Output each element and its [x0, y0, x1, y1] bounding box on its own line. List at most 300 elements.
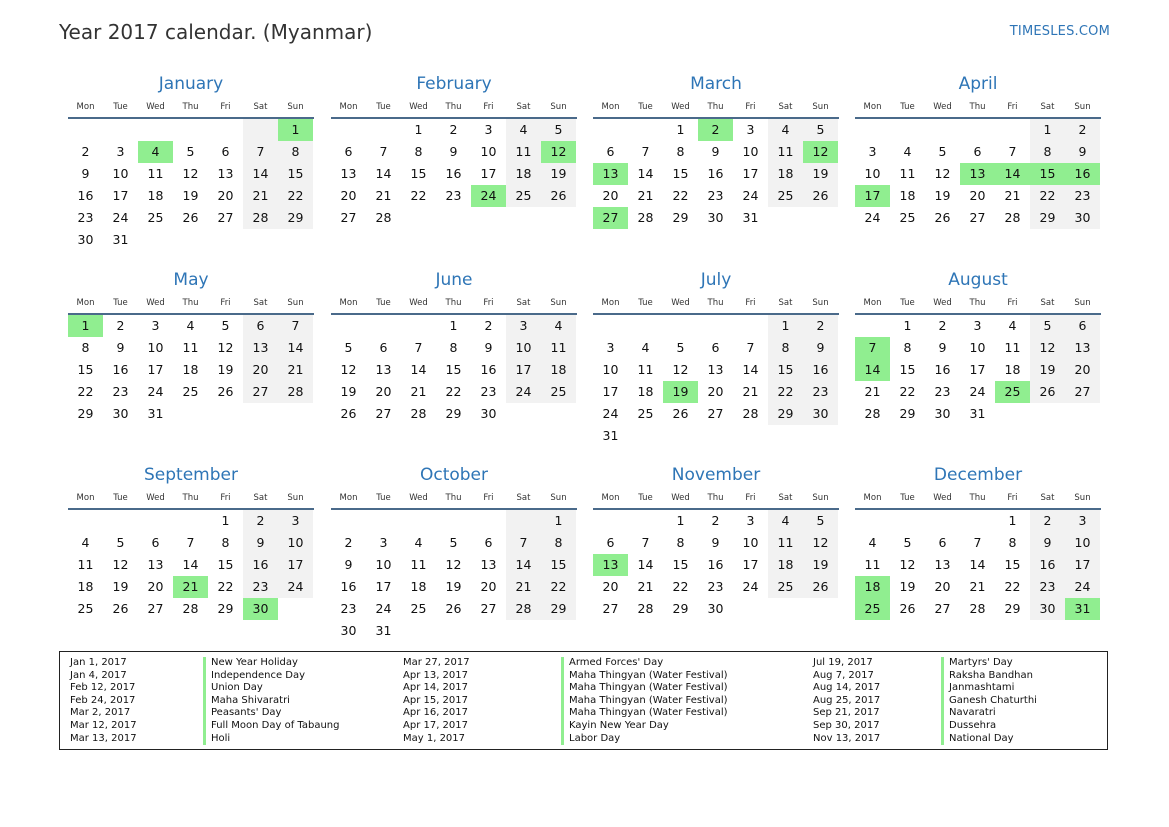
day-cell: 2	[116, 318, 125, 333]
month-march	[593, 73, 839, 229]
weekday-label: Thu	[969, 493, 986, 503]
empty-cell	[331, 315, 366, 337]
day-cell: 17	[147, 362, 164, 377]
day-cell: 3	[278, 510, 313, 532]
month-name: September	[144, 465, 238, 485]
day-cell: 21	[278, 359, 313, 381]
legend-holiday-name: Maha Thingyan (Water Festival)	[561, 707, 728, 720]
day-cell: 22	[672, 188, 689, 203]
holiday-day-cell: 17	[855, 185, 890, 207]
week-row	[593, 576, 839, 598]
day-cell: 8	[676, 144, 685, 159]
day-cell: 18	[541, 359, 576, 381]
empty-cell	[960, 510, 995, 532]
empty-cell	[925, 510, 960, 532]
day-cell: 14	[637, 557, 654, 572]
day-cell: 6	[606, 144, 615, 159]
day-cell: 22	[217, 579, 234, 594]
day-cell: 5	[803, 119, 838, 141]
holiday-day-cell: 12	[803, 141, 838, 163]
day-cell: 4	[186, 318, 195, 333]
day-cell: 22	[672, 579, 689, 594]
day-cell: 15	[77, 362, 94, 377]
weekday-label: Mon	[76, 102, 95, 112]
month-february	[331, 73, 577, 229]
weekday-label: Wed	[671, 102, 690, 112]
day-cell: 24	[147, 384, 164, 399]
weekday-label: Sat	[1040, 102, 1055, 112]
day-cell: 21	[637, 188, 654, 203]
day-cell: 8	[449, 340, 458, 355]
day-cell: 29	[1004, 601, 1021, 616]
day-cell: 2	[484, 318, 493, 333]
holiday-day-cell: 13	[960, 163, 995, 185]
empty-cell	[331, 510, 366, 532]
empty-cell	[541, 620, 576, 642]
holiday-day-cell: 15	[1030, 163, 1065, 185]
day-cell: 23	[243, 576, 278, 598]
day-cell: 21	[375, 188, 392, 203]
day-cell: 21	[864, 384, 881, 399]
day-cell: 12	[445, 557, 462, 572]
empty-cell	[803, 598, 838, 620]
day-cell: 20	[1065, 359, 1100, 381]
day-cell: 5	[449, 535, 458, 550]
day-cell: 8	[1030, 141, 1065, 163]
day-cell: 31	[602, 428, 619, 443]
empty-cell	[173, 229, 208, 251]
day-cell: 10	[864, 166, 881, 181]
day-cell: 4	[414, 535, 423, 550]
day-cell: 6	[1065, 315, 1100, 337]
holiday-day-cell: 14	[855, 359, 890, 381]
weekday-label: Mon	[863, 493, 882, 503]
week-row	[855, 119, 1101, 141]
weekday-label: Sun	[550, 493, 567, 503]
day-cell: 1	[676, 122, 685, 137]
legend-holiday-name: Dussehra	[941, 720, 1037, 733]
weekday-label: Sun	[1074, 493, 1091, 503]
day-cell: 7	[414, 340, 423, 355]
day-cell: 19	[1030, 359, 1065, 381]
day-cell: 9	[344, 557, 353, 572]
day-cell: 28	[864, 406, 881, 421]
weekday-label: Fri	[483, 102, 494, 112]
empty-cell	[768, 425, 803, 447]
day-cell: 19	[445, 579, 462, 594]
week-row	[855, 207, 1101, 229]
day-cell: 11	[506, 141, 541, 163]
weekday-label: Sun	[287, 102, 304, 112]
week-row	[68, 359, 314, 381]
month-april	[855, 73, 1101, 229]
day-cell: 11	[864, 557, 881, 572]
legend-holiday-name: Maha Thingyan (Water Festival)	[561, 695, 728, 708]
empty-cell	[278, 403, 313, 425]
legend-date: Apr 15, 2017	[403, 694, 469, 706]
day-cell: 2	[803, 315, 838, 337]
day-cell: 19	[803, 163, 838, 185]
holiday-day-cell: 18	[855, 576, 890, 598]
day-cell: 2	[711, 513, 720, 528]
weekday-label: Tue	[376, 298, 391, 308]
weekday-label: Thu	[707, 298, 724, 308]
legend-date: Jul 19, 2017	[813, 657, 873, 668]
day-cell: 4	[768, 119, 803, 141]
holiday-day-cell: 24	[471, 185, 506, 207]
day-cell: 4	[506, 119, 541, 141]
legend-holiday-name: Maha Thingyan (Water Festival)	[561, 682, 728, 695]
weekday-label: Wed	[409, 102, 428, 112]
day-cell: 29	[899, 406, 916, 421]
empty-cell	[768, 207, 803, 229]
day-cell: 1	[1008, 513, 1017, 528]
empty-cell	[1030, 403, 1065, 425]
day-cell: 16	[480, 362, 497, 377]
empty-cell	[506, 510, 541, 532]
empty-cell	[471, 510, 506, 532]
week-row	[68, 207, 314, 229]
weekday-header	[855, 97, 1101, 119]
empty-cell	[436, 510, 471, 532]
week-row	[331, 532, 577, 554]
empty-cell	[890, 119, 925, 141]
day-cell: 22	[445, 384, 462, 399]
day-cell: 21	[506, 576, 541, 598]
day-cell: 6	[484, 535, 493, 550]
day-cell: 22	[278, 185, 313, 207]
day-cell: 9	[711, 144, 720, 159]
day-cell: 4	[641, 340, 650, 355]
holiday-day-cell: 30	[243, 598, 278, 620]
empty-cell	[138, 510, 173, 532]
day-cell: 6	[606, 535, 615, 550]
weekday-label: Sat	[778, 102, 793, 112]
week-row	[855, 576, 1101, 598]
weekday-label: Sun	[550, 102, 567, 112]
day-cell: 23	[1030, 576, 1065, 598]
day-cell: 26	[934, 210, 951, 225]
legend-date: Jan 4, 2017	[70, 669, 127, 681]
day-cell: 17	[480, 166, 497, 181]
day-cell: 5	[903, 535, 912, 550]
day-cell: 20	[934, 579, 951, 594]
day-cell: 21	[1004, 188, 1021, 203]
weekday-label: Sat	[778, 493, 793, 503]
week-row	[593, 532, 839, 554]
day-cell: 11	[768, 141, 803, 163]
day-cell: 3	[606, 340, 615, 355]
weekday-label: Wed	[409, 298, 428, 308]
weekday-label: Mon	[863, 102, 882, 112]
day-cell: 17	[112, 188, 129, 203]
month-name: October	[419, 465, 489, 485]
weekday-label: Fri	[745, 298, 756, 308]
week-row	[593, 315, 839, 337]
weekday-label: Thu	[969, 298, 986, 308]
empty-cell	[960, 119, 995, 141]
day-cell: 3	[868, 144, 877, 159]
day-cell: 7	[506, 532, 541, 554]
legend-date: Aug 25, 2017	[813, 694, 881, 706]
weekday-label: Tue	[113, 493, 128, 503]
day-cell: 9	[1030, 532, 1065, 554]
empty-cell	[208, 403, 243, 425]
week-row	[593, 337, 839, 359]
day-cell: 18	[768, 554, 803, 576]
day-cell: 7	[746, 340, 755, 355]
weekday-label: Thu	[707, 493, 724, 503]
day-cell: 10	[742, 535, 759, 550]
week-row	[855, 315, 1101, 337]
day-cell: 13	[480, 557, 497, 572]
day-cell: 10	[602, 362, 619, 377]
day-cell: 20	[969, 188, 986, 203]
day-cell: 15	[445, 362, 462, 377]
day-cell: 22	[899, 384, 916, 399]
empty-cell	[733, 425, 768, 447]
day-cell: 3	[484, 122, 493, 137]
day-cell: 6	[243, 315, 278, 337]
empty-cell	[995, 119, 1030, 141]
day-cell: 5	[186, 144, 195, 159]
month-name: August	[948, 270, 1008, 290]
day-cell: 7	[278, 315, 313, 337]
day-cell: 8	[768, 337, 803, 359]
weekday-label: Sun	[812, 298, 829, 308]
weekday-label: Thu	[707, 102, 724, 112]
day-cell: 19	[217, 362, 234, 377]
legend-date: Apr 14, 2017	[403, 682, 469, 694]
day-cell: 18	[77, 579, 94, 594]
brand-link[interactable]: TIMESLES.COM	[1009, 24, 1110, 39]
day-cell: 27	[969, 210, 986, 225]
day-cell: 14	[278, 337, 313, 359]
week-row	[593, 359, 839, 381]
day-cell: 1	[414, 122, 423, 137]
week-row	[68, 381, 314, 403]
week-row	[68, 315, 314, 337]
day-cell: 19	[899, 579, 916, 594]
holiday-day-cell: 19	[663, 381, 698, 403]
weekday-label: Fri	[1007, 298, 1018, 308]
day-cell: 10	[1065, 532, 1100, 554]
day-cell: 7	[641, 144, 650, 159]
empty-cell	[173, 119, 208, 141]
day-cell: 16	[707, 166, 724, 181]
weekday-label: Thu	[969, 102, 986, 112]
weekday-header	[593, 293, 839, 315]
week-row	[68, 337, 314, 359]
weekday-label: Mon	[76, 298, 95, 308]
holiday-day-cell: 1	[278, 119, 313, 141]
week-row	[68, 598, 314, 620]
week-row	[68, 119, 314, 141]
weekday-header	[68, 293, 314, 315]
day-cell: 17	[1065, 554, 1100, 576]
week-row	[331, 576, 577, 598]
day-cell: 30	[803, 403, 838, 425]
week-row	[68, 510, 314, 532]
day-cell: 27	[480, 601, 497, 616]
day-cell: 25	[899, 210, 916, 225]
day-cell: 18	[506, 163, 541, 185]
day-cell: 4	[1008, 318, 1017, 333]
week-row	[331, 119, 577, 141]
day-cell: 2	[449, 122, 458, 137]
empty-cell	[366, 315, 401, 337]
weekday-label: Wed	[933, 493, 952, 503]
day-cell: 13	[1065, 337, 1100, 359]
weekday-label: Thu	[445, 102, 462, 112]
weekday-header	[68, 97, 314, 119]
day-cell: 17	[742, 166, 759, 181]
day-cell: 25	[147, 210, 164, 225]
legend-date: Sep 30, 2017	[813, 719, 880, 731]
month-name: June	[435, 270, 473, 290]
empty-cell	[208, 229, 243, 251]
day-cell: 27	[375, 406, 392, 421]
day-cell: 4	[903, 144, 912, 159]
day-cell: 14	[969, 557, 986, 572]
month-name: May	[173, 270, 209, 290]
weekday-header	[593, 97, 839, 119]
weekday-label: Tue	[113, 102, 128, 112]
day-cell: 27	[340, 210, 357, 225]
day-cell: 24	[742, 188, 759, 203]
weekday-label: Fri	[483, 298, 494, 308]
week-row	[855, 532, 1101, 554]
week-row	[68, 163, 314, 185]
day-cell: 29	[768, 403, 803, 425]
month-august	[855, 269, 1101, 425]
week-row	[855, 163, 1101, 185]
weekday-label: Wed	[146, 493, 165, 503]
weekday-label: Fri	[745, 493, 756, 503]
day-cell: 31	[147, 406, 164, 421]
weekday-label: Wed	[409, 493, 428, 503]
weekday-label: Tue	[638, 493, 653, 503]
week-row	[331, 359, 577, 381]
legend-holiday-name: Union Day	[203, 682, 339, 695]
day-cell: 24	[506, 381, 541, 403]
day-cell: 9	[81, 166, 90, 181]
holiday-day-cell: 12	[541, 141, 576, 163]
day-cell: 22	[768, 381, 803, 403]
weekday-label: Sat	[1040, 298, 1055, 308]
day-cell: 31	[375, 623, 392, 638]
day-cell: 25	[541, 381, 576, 403]
day-cell: 25	[768, 576, 803, 598]
week-row	[855, 598, 1101, 620]
week-row	[593, 510, 839, 532]
legend-holiday-name: Janmashtami	[941, 682, 1037, 695]
day-cell: 12	[1030, 337, 1065, 359]
day-cell: 29	[217, 601, 234, 616]
legend-holiday-name: Maha Thingyan (Water Festival)	[561, 670, 728, 683]
empty-cell	[366, 119, 401, 141]
day-cell: 27	[1065, 381, 1100, 403]
day-cell: 27	[217, 210, 234, 225]
week-row	[68, 554, 314, 576]
week-row	[593, 554, 839, 576]
legend-date: Mar 27, 2017	[403, 657, 470, 668]
day-cell: 18	[147, 188, 164, 203]
day-cell: 1	[541, 510, 576, 532]
day-cell: 26	[217, 384, 234, 399]
day-cell: 26	[803, 576, 838, 598]
weekday-label: Wed	[146, 102, 165, 112]
day-cell: 16	[934, 362, 951, 377]
day-cell: 5	[803, 510, 838, 532]
day-cell: 26	[672, 406, 689, 421]
week-row	[593, 425, 839, 447]
day-cell: 9	[938, 340, 947, 355]
week-row	[331, 620, 577, 642]
week-row	[593, 381, 839, 403]
empty-cell	[436, 620, 471, 642]
day-cell: 16	[243, 554, 278, 576]
empty-cell	[733, 598, 768, 620]
empty-cell	[506, 207, 541, 229]
day-cell: 30	[340, 623, 357, 638]
day-cell: 24	[375, 601, 392, 616]
weekday-label: Mon	[601, 102, 620, 112]
day-cell: 23	[707, 188, 724, 203]
empty-cell	[366, 510, 401, 532]
month-name: November	[671, 465, 761, 485]
legend-holiday-name: Raksha Bandhan	[941, 670, 1037, 683]
legend-date: Nov 13, 2017	[813, 732, 881, 744]
empty-cell	[803, 425, 838, 447]
empty-cell	[628, 510, 663, 532]
day-cell: 10	[147, 340, 164, 355]
empty-cell	[68, 119, 103, 141]
legend-holiday-name: Armed Forces' Day	[561, 657, 728, 670]
day-cell: 19	[340, 384, 357, 399]
day-cell: 3	[116, 144, 125, 159]
weekday-label: Tue	[376, 102, 391, 112]
day-cell: 13	[147, 557, 164, 572]
day-cell: 23	[1065, 185, 1100, 207]
week-row	[331, 315, 577, 337]
day-cell: 12	[899, 557, 916, 572]
day-cell: 30	[1030, 598, 1065, 620]
legend-date: Apr 17, 2017	[403, 719, 469, 731]
empty-cell	[855, 510, 890, 532]
week-row	[331, 381, 577, 403]
day-cell: 20	[480, 579, 497, 594]
day-cell: 26	[541, 185, 576, 207]
empty-cell	[243, 229, 278, 251]
week-row	[68, 532, 314, 554]
day-cell: 28	[637, 601, 654, 616]
empty-cell	[278, 598, 313, 620]
legend-date: May 1, 2017	[403, 732, 466, 744]
week-row	[68, 141, 314, 163]
day-cell: 12	[340, 362, 357, 377]
day-cell: 7	[186, 535, 195, 550]
day-cell: 22	[77, 384, 94, 399]
weekday-label: Sat	[516, 493, 531, 503]
day-cell: 9	[116, 340, 125, 355]
week-row	[855, 141, 1101, 163]
day-cell: 25	[768, 185, 803, 207]
day-cell: 5	[938, 144, 947, 159]
week-row	[855, 403, 1101, 425]
day-cell: 12	[112, 557, 129, 572]
day-cell: 28	[182, 601, 199, 616]
